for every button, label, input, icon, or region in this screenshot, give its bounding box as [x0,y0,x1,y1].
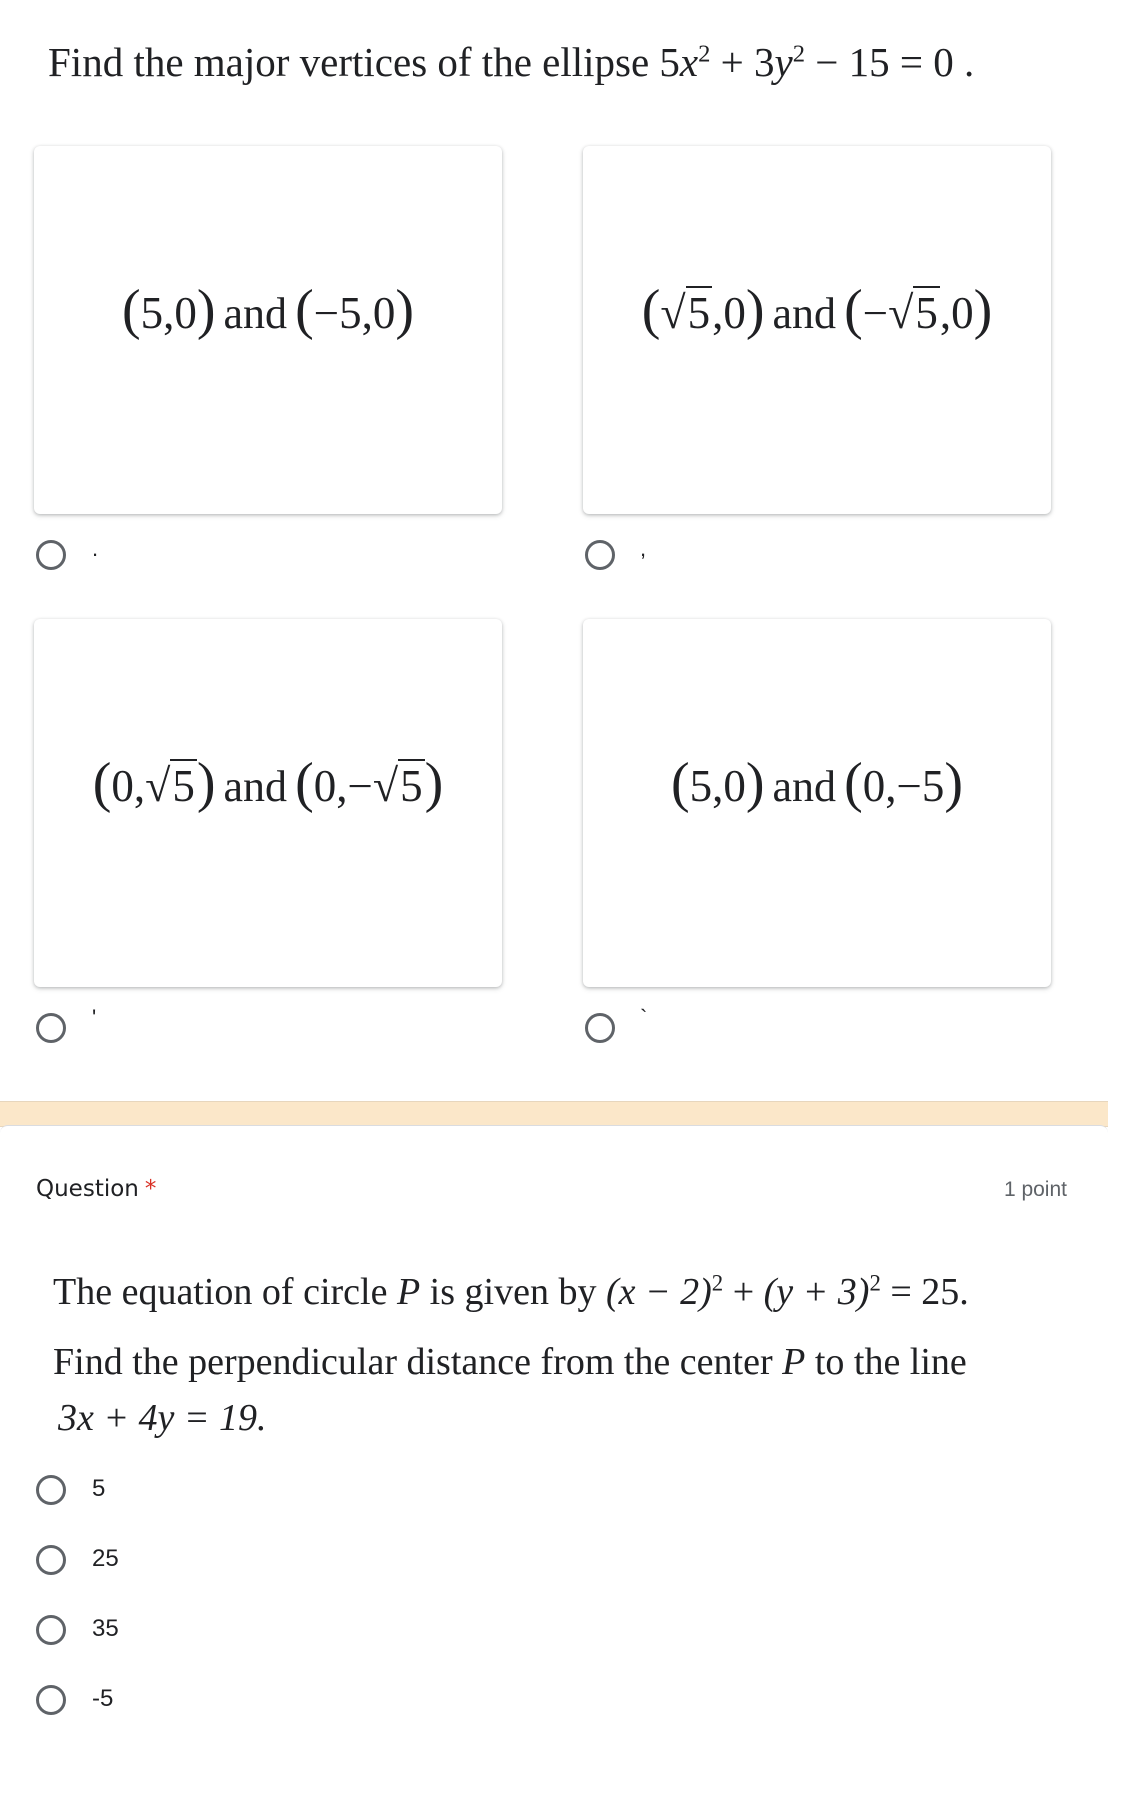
q2-option-2-radio[interactable] [36,1545,66,1575]
points-label: 1 point [1003,1178,1067,1201]
option-a-text: (5,0) and (−5,0) [121,279,415,341]
option-c-radio[interactable] [36,1013,66,1043]
option-c-text: (0,√5) and (0,−√5) [92,752,444,814]
q2-option-1-radio[interactable] [36,1475,66,1505]
q2-option-3-label[interactable]: 35 [92,1615,119,1642]
q2-option-2-label[interactable]: 25 [92,1545,119,1572]
q2-option-3-radio[interactable] [36,1615,66,1645]
option-b-radio[interactable] [585,540,615,570]
sqrt-symbol: √5 [888,287,938,338]
sqrt-symbol: √5 [372,760,423,811]
option-card-b[interactable] [583,146,1051,514]
question-2-line-1: The equation of circle P is given by $(x - 2)^2 + (y + 3)^2 = 25$. [53,1270,969,1313]
question-2-label: Question * [36,1176,157,1202]
question-2-line-3: 3x + 4y = 19. [58,1397,267,1439]
question-2-line-2: Find the perpendicular distance from the center P to the line [53,1341,967,1383]
ellipse-equation: $5x^2 + 3y^2 - 15 = 0$ . [659,39,975,85]
option-card-d[interactable] [583,619,1051,987]
q2-option-4-radio[interactable] [36,1685,66,1715]
question-1-title [48,38,974,86]
question-2-card [0,1125,1108,1797]
option-d-radio[interactable] [585,1013,615,1043]
option-d-text: (5,0) and (0,−5) [670,752,964,814]
required-asterisk: * [144,1176,157,1202]
option-b-text: (√5,0) and (−√5,0) [641,279,993,341]
sqrt-symbol: √5 [145,760,195,811]
option-d-caption: ` [640,1005,648,1030]
q2-option-4-label[interactable]: -5 [92,1685,114,1712]
question-1-text: Find the major vertices of the ellipse [48,39,650,85]
option-b-caption: , [640,536,647,561]
option-a-caption: . [92,536,99,561]
section-divider [0,1101,1108,1127]
sqrt-symbol: √5 [660,287,711,338]
option-c-caption: ' [92,1005,97,1030]
option-card-a[interactable] [34,146,502,514]
option-card-c[interactable] [34,619,502,987]
q2-option-1-label[interactable]: 5 [92,1475,106,1502]
option-a-radio[interactable] [36,540,66,570]
